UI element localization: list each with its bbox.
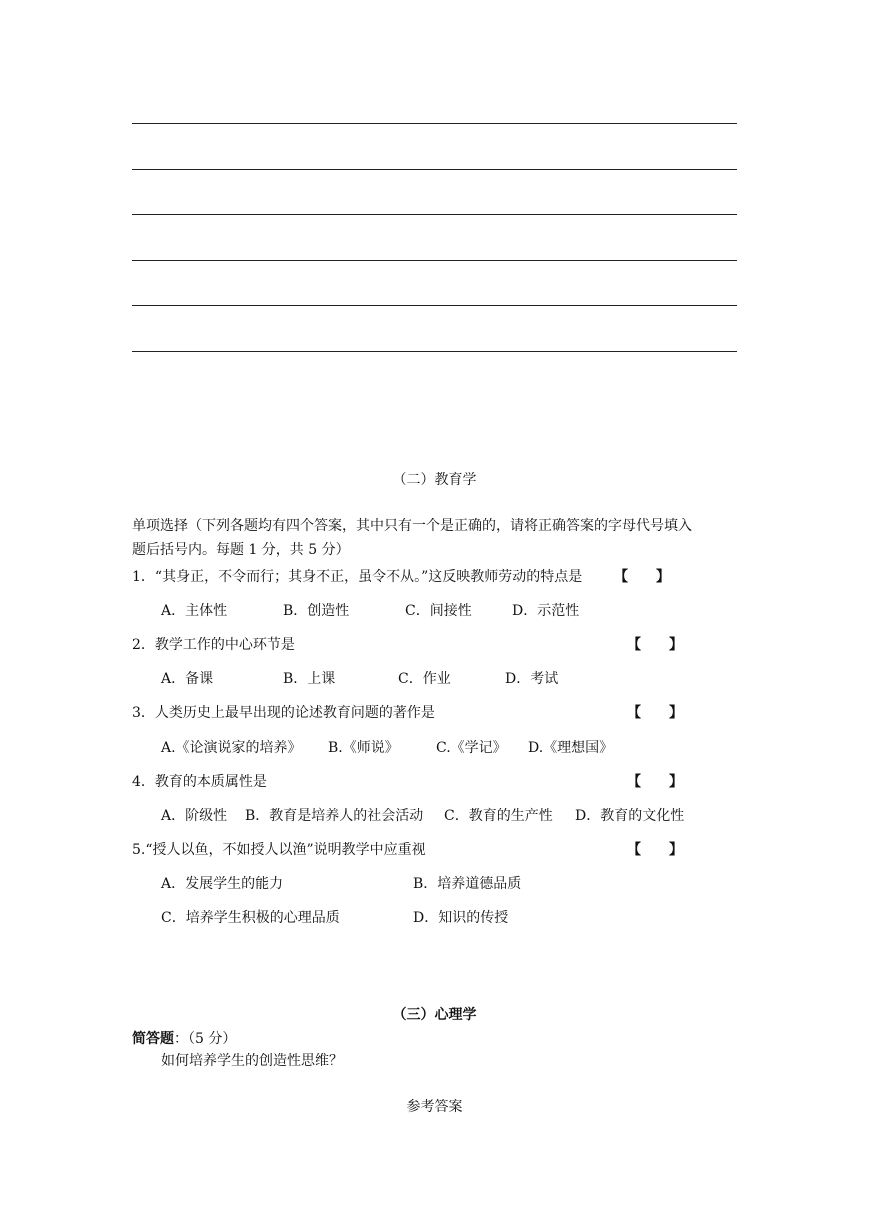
short-answer-label: 简答题: [132, 1031, 174, 1047]
question-3-answer-bracket[interactable]: 【 】: [627, 705, 683, 721]
question-3-option-a: A.《论演说家的培养》: [161, 740, 302, 756]
answer-line-2: [132, 169, 737, 170]
question-2-answer-bracket[interactable]: 【 】: [627, 637, 683, 653]
question-2-option-c: C．作业: [398, 671, 451, 687]
question-4-option-b: B．教育是培养人的社会活动: [245, 808, 424, 824]
question-3-stem: 3．人类历史上最早出现的论述教育问题的著作是: [132, 705, 435, 721]
question-1-answer-bracket[interactable]: 【 】: [614, 569, 670, 585]
question-2-option-a: A．备课: [161, 671, 214, 687]
question-3-option-b: B.《师说》: [328, 740, 399, 756]
question-5-option-c: C．培养学生积极的心理品质: [161, 910, 340, 926]
question-2-option-d: D．考试: [505, 671, 559, 687]
question-3-option-d: D.《理想国》: [528, 740, 614, 756]
question-1-option-a: A．主体性: [161, 603, 228, 619]
question-5-option-a: A．发展学生的能力: [161, 876, 284, 892]
answer-line-1: [132, 123, 737, 124]
reference-answer-title: 参考答案: [406, 1099, 463, 1115]
answer-line-6: [132, 351, 737, 352]
answer-line-3: [132, 214, 737, 215]
question-2-stem: 2．教学工作的中心环节是: [132, 637, 295, 653]
section-title-education: （二）教育学: [392, 472, 477, 488]
answer-line-5: [132, 305, 737, 306]
short-answer-score: ：（5 分）: [174, 1031, 237, 1047]
section-title-psychology: （三）心理学: [392, 1007, 477, 1023]
answer-line-4: [132, 260, 737, 261]
question-4-option-c: C．教育的生产性: [444, 808, 553, 824]
instructions-line-2: 题后括号内。每题 1 分，共 5 分）: [132, 542, 350, 558]
question-4-answer-bracket[interactable]: 【 】: [627, 774, 683, 790]
question-3-option-c: C.《学记》: [436, 740, 507, 756]
question-1-option-d: D．示范性: [512, 603, 580, 619]
question-4-option-a: A．阶级性: [161, 808, 228, 824]
question-4-stem: 4．教育的本质属性是: [132, 774, 267, 790]
question-2-option-b: B．上课: [283, 671, 336, 687]
short-answer-question: 如何培养学生的创造性思维？: [161, 1053, 343, 1069]
question-1-option-b: B．创造性: [283, 603, 350, 619]
short-answer-heading: [132, 1030, 236, 1048]
question-1-stem: 1．“其身正，不令而行；其身不正，虽令不从。”这反映教师劳动的特点是: [132, 569, 583, 585]
question-1-option-c: C．间接性: [405, 603, 472, 619]
question-5-stem: 5.“授人以鱼，不如授人以渔”说明教学中应重视: [132, 842, 426, 858]
question-4-option-d: D．教育的文化性: [575, 808, 685, 824]
question-5-option-b: B．培养道德品质: [413, 876, 522, 892]
question-5-option-d: D．知识的传授: [413, 910, 509, 926]
instructions-line-1: 单项选择（下列各题均有四个答案，其中只有一个是正确的，请将正确答案的字母代号填入: [132, 518, 692, 534]
question-5-answer-bracket[interactable]: 【 】: [627, 842, 683, 858]
